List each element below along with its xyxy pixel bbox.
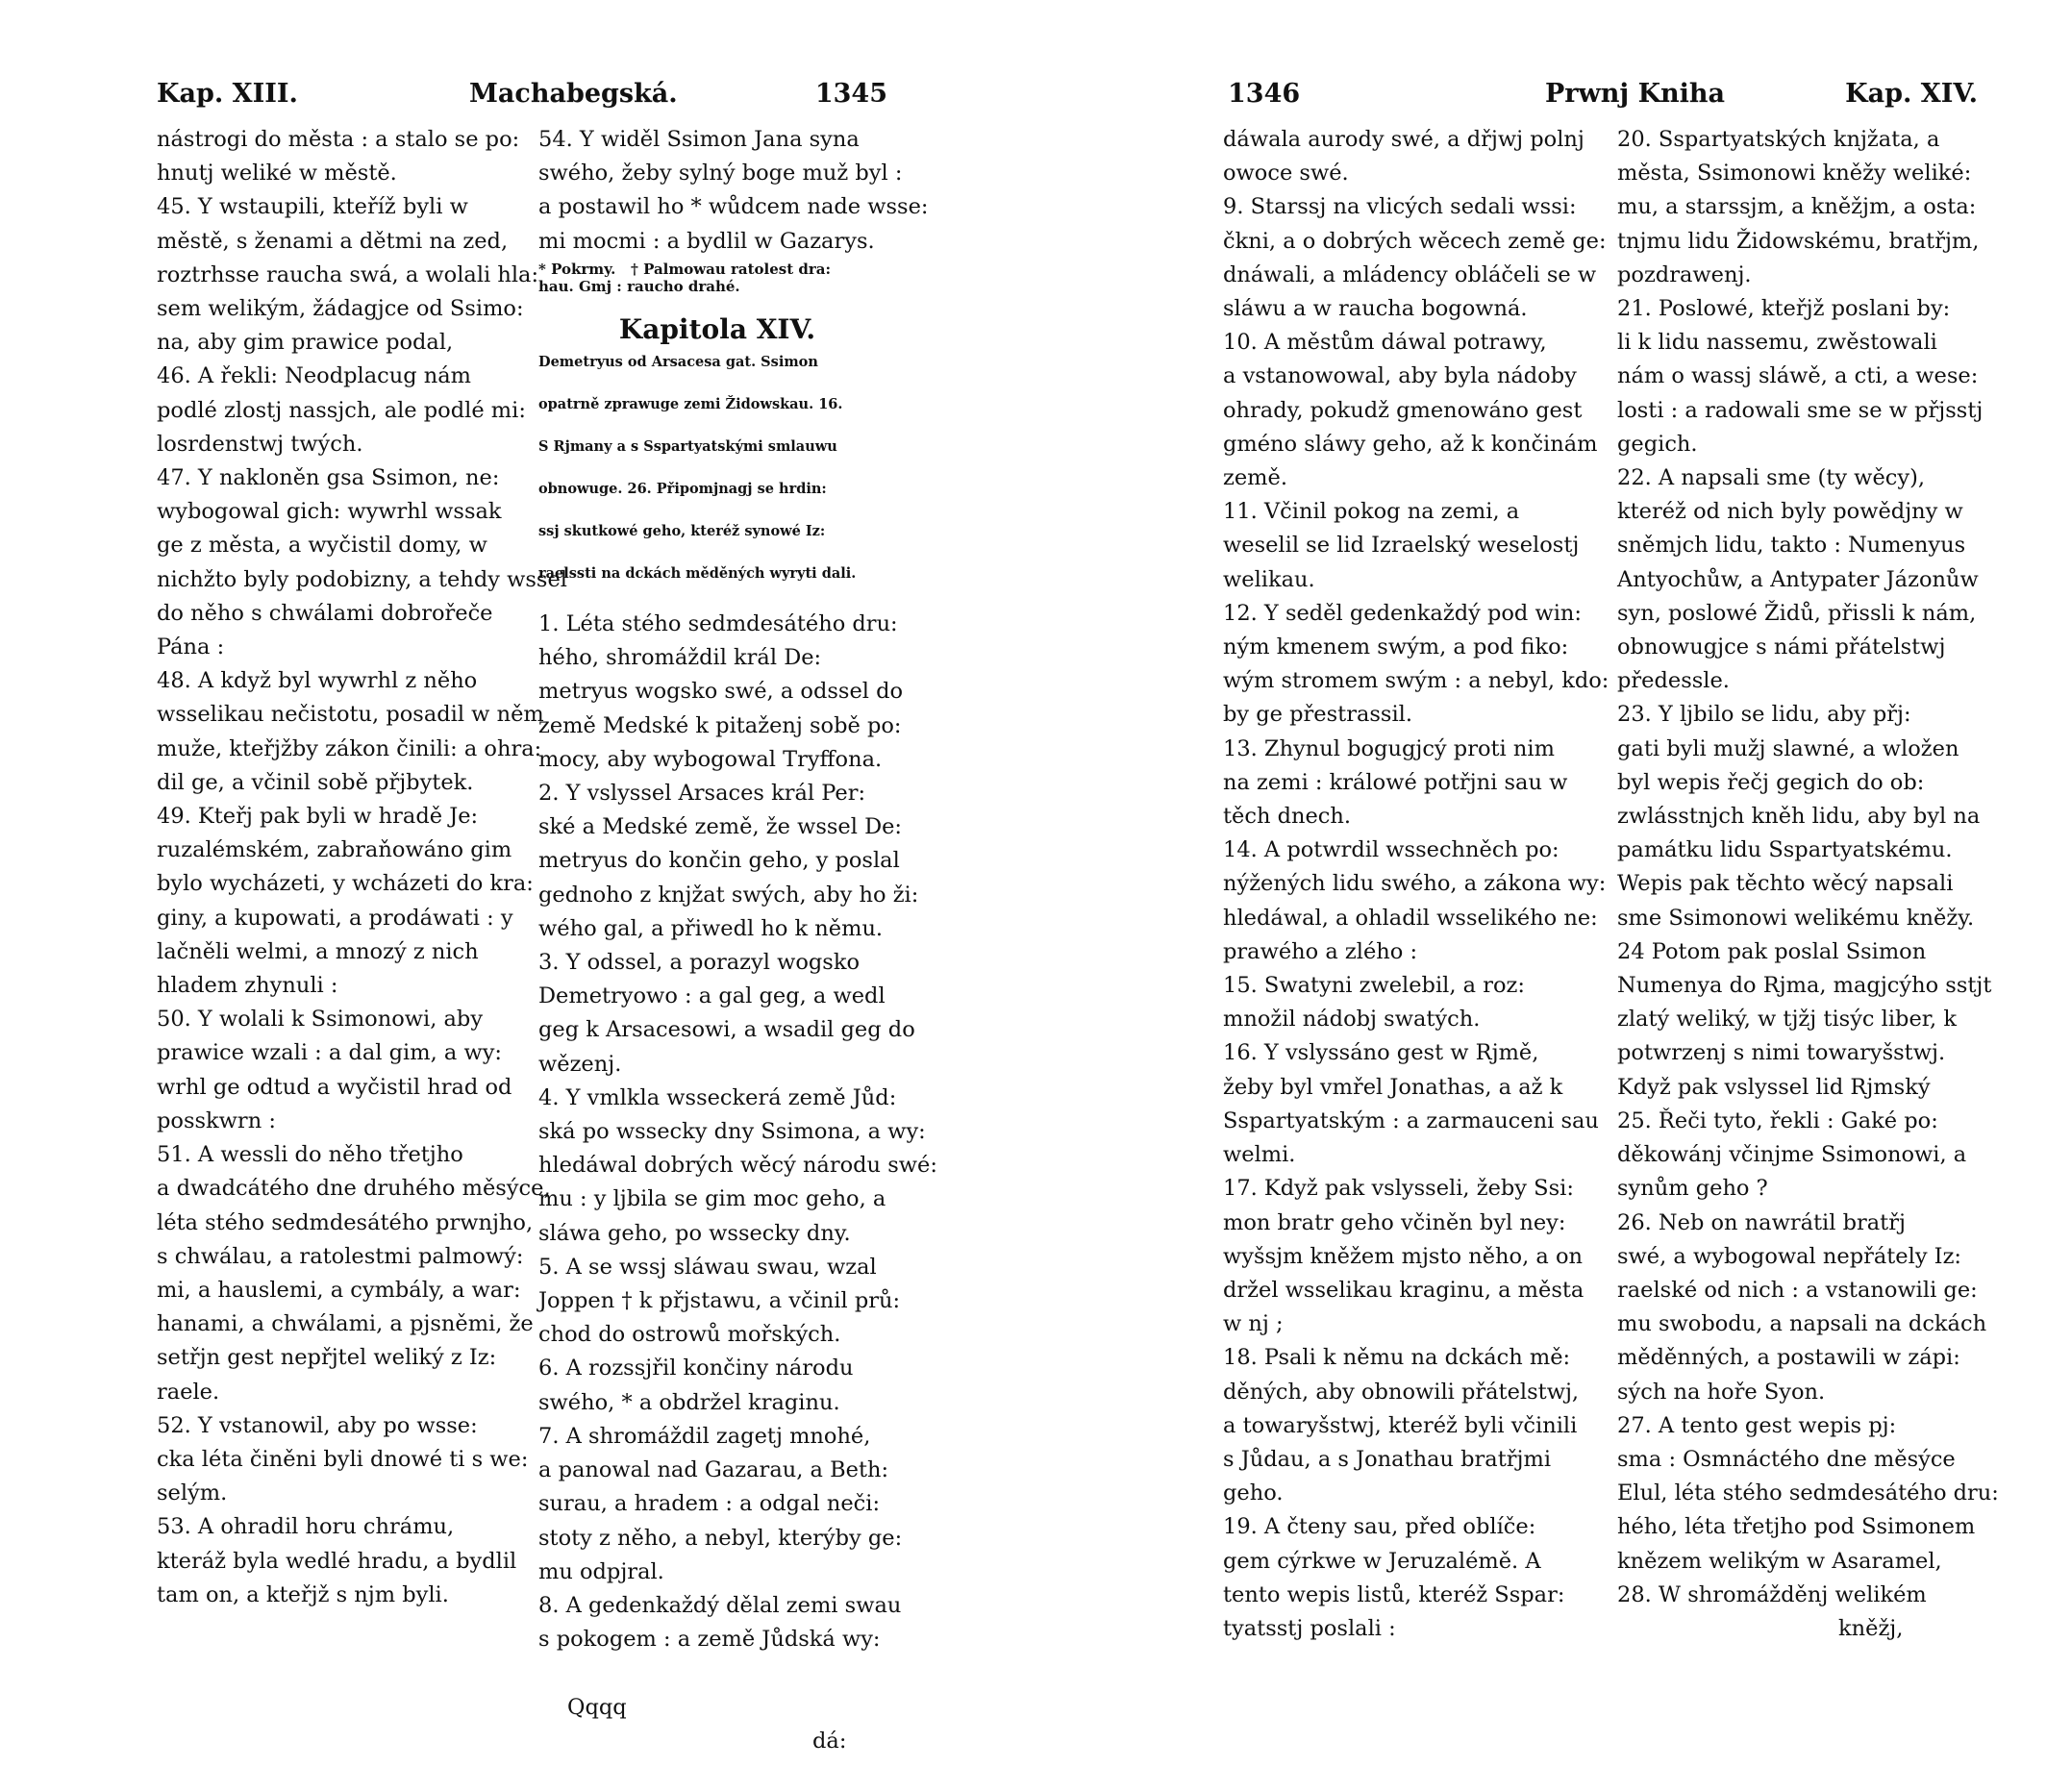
text-line: 15. Swatyni zwelebil, a roz: [1223, 973, 1525, 999]
left-column-2 [538, 123, 937, 1754]
text-line: wězenj. [538, 1051, 622, 1077]
text-line: cka léta činěni byli dnowé ti s we: [157, 1446, 529, 1472]
text-line: roztrhsse raucha swá, a wolali hla: [157, 261, 539, 287]
text-line: 46. A řekli: Neodplacug nám [157, 363, 472, 389]
text-line: a panowal nad Gazarau, a Beth: [538, 1457, 889, 1483]
text-line: 8. A gedenkaždý dělal zemi swau [538, 1592, 902, 1618]
text-line: ské a Medské země, že wssel De: [538, 814, 903, 840]
text-line: swého, * a obdržel kraginu. [538, 1389, 840, 1415]
text-line: dnáwali, a mládency obláčeli se w [1223, 261, 1597, 287]
text-line: s pokogem : a země Jůdská wy: [538, 1627, 881, 1653]
text-line: wým stromem swým : a nebyl, kdo: [1223, 668, 1609, 694]
text-line: 20. Sspartyatských knjžata, a [1617, 127, 1940, 152]
text-line: Numenya do Rjma, magjcýho sstjt [1617, 973, 1992, 999]
text-line: knězem welikým w Asaramel, [1617, 1548, 1942, 1574]
text-line: lačněli welmi, a mnozý z nich [157, 938, 479, 964]
footnote-block [538, 261, 896, 295]
text-line: a towaryšstwj, kteréž byli včinili [1223, 1412, 1578, 1438]
text-line: 52. Y vstanowil, aby po wsse: [157, 1412, 478, 1438]
text-line: mu, a starssjm, a kněžjm, a osta: [1617, 194, 1977, 220]
text-line: w nj ; [1223, 1311, 1284, 1337]
text-line: Pána : [157, 635, 225, 660]
text-line: děkowánj včinjme Ssimonowi, a [1617, 1142, 1967, 1168]
text-line: 19. A čteny sau, před oblíče: [1223, 1514, 1536, 1540]
text-line: wého gal, a přiwedl ho k němu. [538, 915, 884, 941]
text-line: setřjn gest nepřjtel weliký z Iz: [157, 1345, 497, 1371]
text-line: losti : a radowali sme se w přjsstj [1617, 397, 1984, 423]
text-line: 2. Y vslyssel Arsaces král Per: [538, 781, 866, 807]
text-line: Sspartyatským : a zarmauceni sau [1223, 1108, 1599, 1133]
text-line: wrhl ge odtud a wyčistil hrad od [157, 1074, 512, 1100]
text-line: mi mocmi : a bydlil w Gazarys. [538, 228, 875, 254]
text-line: ným kmenem swým, a pod fiko: [1223, 635, 1569, 660]
text-line: gati byli mužj slawné, a wložen [1617, 735, 1959, 761]
page-number: 1345 [814, 79, 887, 109]
text-line: hého, shromáždil král De: [538, 645, 822, 671]
text-line: gednoho z knjžat swých, aby ho ži: [538, 882, 919, 908]
text-line: nástrogi do města : a stalo se po: [157, 127, 520, 152]
text-line: ská po wssecky dny Ssimona, a wy: [538, 1119, 926, 1145]
text-line: raelské od nich : a vstanowili ge: [1617, 1277, 1978, 1303]
text-line: s chwálau, a ratolestmi palmowý: [157, 1243, 524, 1269]
text-line: by ge přestrassil. [1223, 702, 1413, 728]
text-line: gem cýrkwe w Jeruzalémě. A [1223, 1548, 1541, 1574]
chapter-summary [538, 354, 896, 583]
right-column-2-lines [1617, 123, 1999, 1612]
text-line: synům geho ? [1617, 1176, 1768, 1202]
text-line: metryus do končin geho, y poslal [538, 848, 900, 874]
text-line: swého, žeby sylný boge muž byl : [538, 161, 903, 187]
text-line: 27. A tento gest wepis pj: [1617, 1412, 1897, 1438]
text-line: 17. Když pak vslysseli, žeby Ssi: [1223, 1176, 1574, 1202]
text-line: kteréž od nich byly powědjny w [1617, 499, 1963, 525]
text-line: 9. Starssj na vlicých sedali wssi: [1223, 194, 1577, 220]
text-line: 7. A shromáždil zagetj mnohé, [538, 1423, 871, 1449]
catchword: dá: [812, 1728, 847, 1754]
text-line: žeby byl vmřel Jonathas, a až k [1223, 1074, 1563, 1100]
text-line: giny, a kupowati, a prodáwati : y [157, 905, 513, 931]
verse-54-block [538, 123, 929, 259]
text-line: nám o wassj sláwě, a cti, a wese: [1617, 363, 1979, 389]
text-line: mu : y ljbila se gim moc geho, a [538, 1186, 886, 1212]
text-line: 10. A městům dáwal potrawy, [1223, 330, 1547, 356]
running-head-right [1228, 79, 1978, 117]
text-line: owoce swé. [1223, 161, 1349, 187]
bottom-line [538, 1656, 896, 1754]
text-line: mocy, aby wybogowal Tryffona. [538, 746, 883, 772]
right-column-2 [1617, 123, 1999, 1646]
text-line: li k lidu nassemu, zwěstowali [1617, 330, 1937, 356]
signature-mark: Qqqq [567, 1694, 627, 1720]
text-line: Když pak vslyssel lid Rjmský [1617, 1074, 1931, 1100]
text-line: hanami, a chwálami, a pjsněmi, že [157, 1311, 534, 1337]
text-line: 26. Neb on nawrátil bratřj [1617, 1209, 1906, 1235]
text-line: chod do ostrowů mořských. [538, 1322, 841, 1348]
text-line: sma : Osmnáctého dne měsýce [1617, 1446, 1956, 1472]
text-line: Joppen † k přjstawu, a včinil prů: [538, 1288, 901, 1314]
summary-line: raelssti na dckách měděných wyryti dali. [538, 565, 857, 583]
text-line: do něho s chwálami dobrořeče [157, 600, 493, 626]
text-line: měděnných, a postawili w zápi: [1617, 1345, 1960, 1371]
text-line: 23. Y ljbilo se lidu, aby přj: [1617, 702, 1911, 728]
chapter-heading: Kapitola XIV. [618, 312, 816, 345]
catchword: kněžj, [1838, 1615, 1904, 1641]
text-line: 48. A když byl wywrhl z něho [157, 668, 478, 694]
text-line: prawého a zlého : [1223, 938, 1418, 964]
text-line: muže, kteřjžby zákon činili: a ohra: [157, 735, 542, 761]
summary-line: Demetryus od Arsacesa gat. Ssimon [538, 354, 818, 371]
text-line: těch dnech. [1223, 804, 1352, 830]
text-line: 45. Y wstaupili, kteříž byli w [157, 194, 468, 220]
text-line: kteráž byla wedlé hradu, a bydlil [157, 1548, 517, 1574]
text-line: s Jůdau, a s Jonathau bratřjmi [1223, 1446, 1552, 1472]
text-line: ruzalémském, zabraňowáno gim [157, 837, 512, 863]
text-line: potwrzenj s nimi towaryšstwj. [1617, 1040, 1946, 1066]
text-line: swé, a wybogowal nepřátely Iz: [1617, 1243, 1962, 1269]
text-line: bylo wycházeti, y wcházeti do kra: [157, 871, 534, 897]
text-line: 3. Y odssel, a porazyl wogsko [538, 950, 861, 976]
text-line: hladem zhynuli : [157, 973, 338, 999]
text-line: 6. A rozssjřil končiny národu [538, 1356, 854, 1381]
text-line: gegich. [1617, 431, 1698, 457]
text-line: Elul, léta stého sedmdesátého dru: [1617, 1481, 1999, 1506]
text-line: weselil se lid Izraelský weselostj [1223, 533, 1580, 559]
text-line: 5. A se wssj sláwau swau, wzal [538, 1254, 877, 1280]
text-line: dil ge, a včinil sobě přjbytek. [157, 769, 474, 795]
running-head-left [157, 79, 887, 117]
summary-line: obnowuge. 26. Připomjnagj se hrdin: [538, 481, 827, 498]
text-line: wybogowal gich: wywrhl wssak [157, 499, 502, 525]
right-column-1 [1223, 123, 1609, 1646]
chapter-label: Kap. XIV. [1845, 79, 1978, 109]
page-number: 1346 [1228, 79, 1301, 109]
text-line: geho. [1223, 1481, 1284, 1506]
footnote-line: hau. Gmj : raucho drahé. [538, 277, 740, 295]
text-line: mu swobodu, a napsali na dckách [1617, 1311, 1987, 1337]
text-line: děných, aby obnowili přátelstwj, [1223, 1379, 1580, 1405]
text-line: obnowugjce s námi přátelstwj [1617, 635, 1946, 660]
text-line: 12. Y seděl gedenkaždý pod win: [1223, 600, 1582, 626]
text-line: sněmjch lidu, takto : Numenyus [1617, 533, 1966, 559]
text-line: 21. Poslowé, kteřjž poslani by: [1617, 296, 1951, 322]
text-line: welmi. [1223, 1142, 1296, 1168]
text-line: sem welikým, žádagjce od Ssimo: [157, 296, 524, 322]
text-line: tento wepis listů, kteréž Sspar: [1223, 1581, 1565, 1607]
summary-line: opatrně zprawuge zemi Židowskau. 16. [538, 396, 843, 413]
text-line: a dwadcátého dne druhého měsýce, [157, 1176, 551, 1202]
text-line: syn, poslowé Židů, přissli k nám, [1617, 600, 1977, 626]
text-line: ge z města, a wyčistil domy, w [157, 533, 487, 559]
text-line: množil nádobj swatých. [1223, 1007, 1481, 1033]
text-line: prawice wzali : a dal gim, a wy: [157, 1040, 502, 1066]
text-line: 49. Kteřj pak byli w hradě Je: [157, 804, 479, 830]
text-line: a vstanowowal, aby byla nádoby [1223, 363, 1577, 389]
text-line: 24 Potom pak poslal Ssimon [1617, 938, 1927, 964]
text-line: 22. A napsali sme (ty wěcy), [1617, 465, 1925, 491]
text-line: welikau. [1223, 566, 1315, 592]
text-line: čkni, a o dobrých wěcech země ge: [1223, 228, 1607, 254]
left-page [0, 0, 1036, 1754]
text-line: tam on, a kteřjž s njm byli. [157, 1581, 449, 1607]
text-line: památku lidu Sspartyatskému. [1617, 837, 1953, 863]
right-page [1036, 0, 2071, 1641]
text-line: 1. Léta stého sedmdesátého dru: [538, 611, 898, 637]
text-line: hledáwal, a ohladil wsselikého ne: [1223, 905, 1598, 931]
text-line: zlatý weliký, w tjžj tisýc liber, k [1617, 1007, 1957, 1033]
text-line: mi, a hauslemi, a cymbály, a war: [157, 1277, 521, 1303]
book-title: Prwnj Kniha [1545, 79, 1726, 109]
text-line: nýžených lidu swého, a zákona wy: [1223, 871, 1607, 897]
text-line: 51. A wessli do něho třetjho [157, 1142, 463, 1168]
text-line: 4. Y vmlkla wsseckerá země Jůd: [538, 1084, 897, 1110]
text-line: 47. Y nakloněn gsa Ssimon, ne: [157, 465, 500, 491]
text-line: nichžto byly podobizny, a tehdy wssel [157, 566, 567, 592]
text-line: gméno sláwy geho, až k končinám [1223, 431, 1598, 457]
text-line: stoty z něho, a nebyl, kterýby ge: [538, 1525, 903, 1551]
text-line: 14. A potwrdil wssechněch po: [1223, 837, 1559, 863]
text-line: posskwrn : [157, 1108, 276, 1133]
text-line: raele. [157, 1379, 220, 1405]
text-line: sláwa geho, po wssecky dny. [538, 1220, 851, 1246]
text-line: držel wsselikau kraginu, a města [1223, 1277, 1584, 1303]
text-line: sých na hoře Syon. [1617, 1379, 1826, 1405]
text-line: podlé zlostj nassjch, ale podlé mi: [157, 397, 526, 423]
text-line: země. [1223, 465, 1287, 491]
left-column-1 [157, 123, 567, 1612]
text-line: 18. Psali k němu na dckách mě: [1223, 1345, 1571, 1371]
text-line: hého, léta třetjho pod Ssimonem [1617, 1514, 1976, 1540]
text-line: 11. Včinil pokog na zemi, a [1223, 499, 1520, 525]
text-line: wsselikau nečistotu, posadil w něm [157, 702, 544, 728]
chapter-xiv-verses [538, 608, 937, 1656]
text-line: tnjmu lidu Židowskému, bratřjm, [1617, 228, 1980, 254]
text-line: 16. Y vslyssáno gest w Rjmě, [1223, 1040, 1539, 1066]
text-line: 53. A ohradil horu chrámu, [157, 1514, 455, 1540]
text-line: 28. W shromážděnj welikém [1617, 1581, 1927, 1607]
text-line: dáwala aurody swé, a dřjwj polnj [1223, 127, 1584, 152]
summary-line: S Rjmany a s Sspartyatskými smlauwu [538, 438, 837, 456]
text-line: byl wepis řečj gegich do ob: [1617, 769, 1925, 795]
text-line: Wepis pak těchto wěcý napsali [1617, 871, 1954, 897]
text-line: sláwu a w raucha bogowná. [1223, 296, 1528, 322]
text-line: 54. Y widěl Ssimon Jana syna [538, 127, 860, 152]
text-line: léta stého sedmdesátého prwnjho, [157, 1209, 534, 1235]
text-line: mon bratr geho včiněn byl ney: [1223, 1209, 1566, 1235]
summary-line: ssj skutkowé geho, kteréž synowé Iz: [538, 523, 826, 540]
text-line: pozdrawenj. [1617, 261, 1752, 287]
text-line: městě, s ženami a dětmi na zed, [157, 228, 509, 254]
text-line: hnutj weliké w městě. [157, 161, 397, 187]
text-line: Demetryowo : a gal geg, a wedl [538, 983, 886, 1009]
text-line: na zemi : králowé potřjni sau w [1223, 769, 1568, 795]
text-line: země Medské k pitaženj sobě po: [538, 712, 902, 738]
text-line: předessle. [1617, 668, 1730, 694]
text-line: na, aby gim prawice podal, [157, 330, 454, 356]
text-line: tyatsstj poslali : [1223, 1615, 1396, 1641]
chapter-label: Kap. XIII. [157, 79, 298, 109]
text-line: geg k Arsacesowi, a wsadil geg do [538, 1017, 915, 1043]
text-line: mu odpjral. [538, 1558, 664, 1584]
footnote-line: * Pokrmy. † Palmowau ratolest dra: [538, 260, 832, 278]
text-line: wyšsjm kněžem mjsto něho, a on [1223, 1243, 1583, 1269]
text-line: a postawil ho * wůdcem nade wsse: [538, 194, 929, 220]
book-title: Machabegská. [469, 79, 678, 109]
text-line: metryus wogsko swé, a odssel do [538, 679, 904, 705]
text-line: selým. [157, 1481, 228, 1506]
text-line: města, Ssimonowi kněžy weliké: [1617, 161, 1972, 187]
text-line: sme Ssimonowi welikému kněžy. [1617, 905, 1975, 931]
text-line: hledáwal dobrých wěcý národu swé: [538, 1153, 937, 1179]
text-line: zwlásstnjch kněh lidu, aby byl na [1617, 804, 1981, 830]
text-line: 25. Řeči tyto, řekli : Gaké po: [1617, 1108, 1938, 1133]
text-line: Antyochůw, a Antypater Jázonůw [1617, 566, 1979, 592]
text-line: ohrady, pokudž gmenowáno gest [1223, 397, 1583, 423]
text-line: losrdenstwj twých. [157, 431, 363, 457]
text-line: 13. Zhynul bogugjcý proti nim [1223, 735, 1555, 761]
text-line: 50. Y wolali k Ssimonowi, aby [157, 1007, 484, 1033]
text-line: surau, a hradem : a odgal neči: [538, 1491, 881, 1517]
